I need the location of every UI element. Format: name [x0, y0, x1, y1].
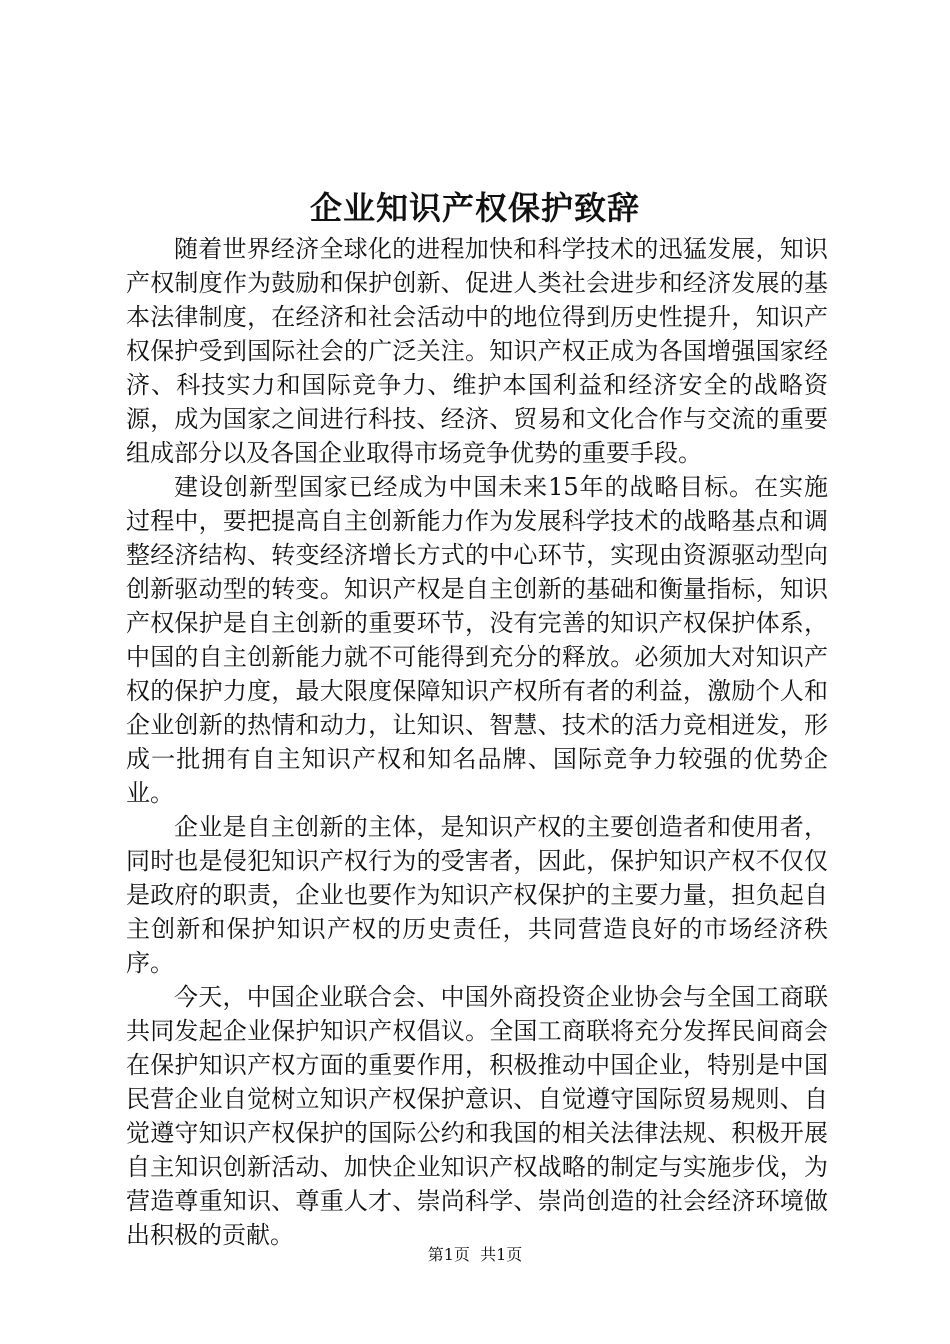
paragraph-4: 今天，中国企业联合会、中国外商投资企业协会与全国工商联共同发起企业保护知识产权倡议。全国工商联将充分发挥民间商会在保护知识产权方面的重要作用，积极推动中国企业，特别是中国民营企业自觉树立知识产权保护意识、自觉遵守国际贸易规则、自觉遵守知识产权保护的国际公约和我国的相关法律法规、积极开展自主知识创新活动、加快企业知识产权战略的制定与实施步伐，为营造尊重知识、尊重人才、崇尚科学、崇尚创造的社会经济环境做出积极的贡献。 [126, 983, 828, 1249]
document-title: 企业知识产权保护致辞 [309, 189, 640, 227]
page-number: 第1页 [427, 1245, 470, 1264]
paragraph-2: 建设创新型国家已经成为中国未来15年的战略目标。在实施过程中，要把提高自主创新能力作为发展科学技术的战略基点和调整经济结构、转变经济增长方式的中心环节，实现由资源驱动型向创新驱动型的转变。知识产权是自主创新的基础和衡量指标，知识产权保护是自主创新的重要环节，没有完善的知识产权保护体系，中国的自主创新能力就不可能得到充分的释放。必须加大对知识产权的保护力度，最大限度保障知识产权所有者的利益，激励个人和企业创新的热情和动力，让知识、智慧、技术的活力竞相迸发，形成一批拥有自主知识产权和知名品牌、国际竞争力较强的优势企业。 [126, 473, 828, 807]
paragraph-3: 企业是自主创新的主体，是知识产权的主要创造者和使用者，同时也是侵犯知识产权行为的受害者，因此，保护知识产权不仅仅是政府的职责，企业也要作为知识产权保护的主要力量，担负起自主创新和保护知识产权的历史责任，共同营造良好的市场经济秩序。 [126, 813, 828, 977]
document-body [126, 232, 828, 1252]
page-total: 共1页 [480, 1245, 523, 1264]
page-footer [0, 1244, 950, 1266]
paragraph-1: 随着世界经济全球化的进程加快和科学技术的迅猛发展，知识产权制度作为鼓励和保护创新、促进人类社会进步和经济发展的基本法律制度，在经济和社会活动中的地位得到历史性提升，知识产权保护受到国际社会的广泛关注。知识产权正成为各国增强国家经济、科技实力和国际竞争力、维护本国利益和经济安全的战略资源，成为国家之间进行科技、经济、贸易和文化合作与交流的重要组成部分以及各国企业取得市场竞争优势的重要手段。 [126, 235, 828, 467]
footer-separator [470, 1245, 480, 1264]
